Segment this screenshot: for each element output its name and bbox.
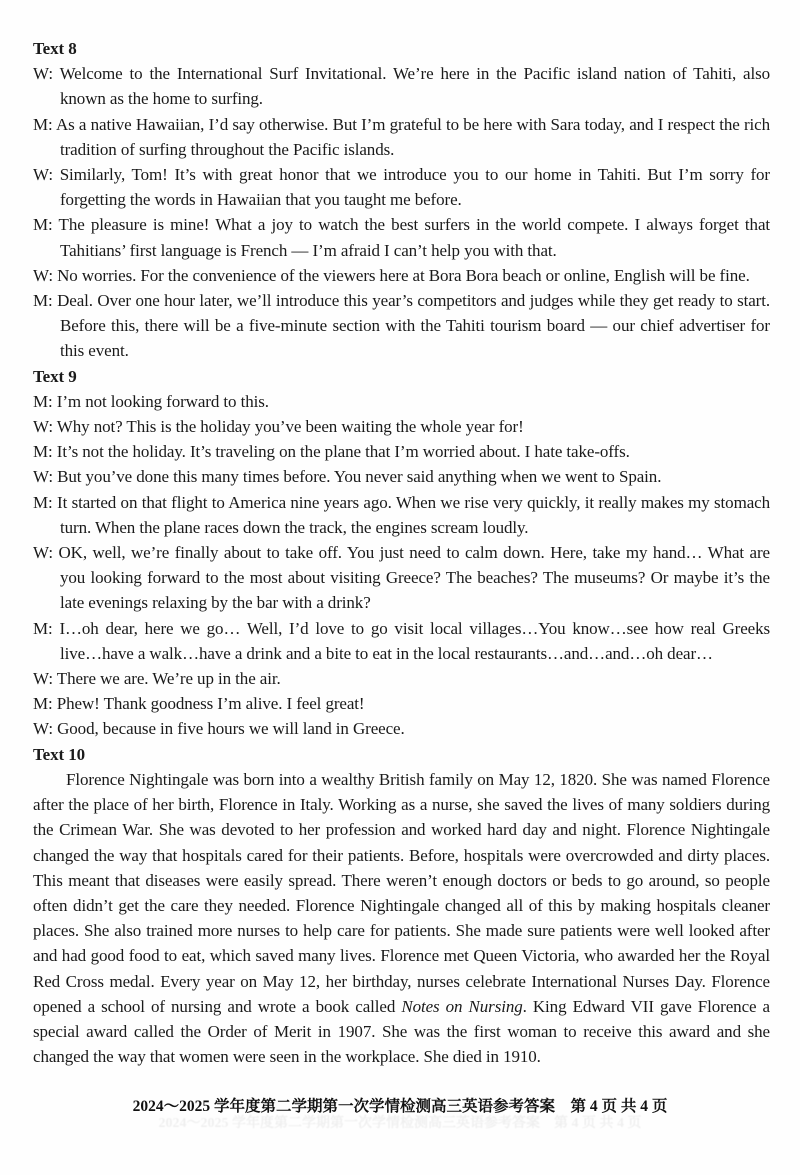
speaker-label: M: — [33, 291, 53, 311]
section-heading: Text 10 — [33, 744, 86, 764]
paragraph-text: . King Edward VII gave Florence a special award called the Order of Merit in 1907. She was the first woman to receive this award and she changed the way that women were seen in the workplace. She died in 1910. — [33, 996, 770, 1067]
speaker-label: W: — [33, 417, 53, 437]
dialogue-line — [33, 666, 770, 691]
speaker-label: M: — [33, 694, 53, 714]
dialogue-line — [33, 112, 770, 162]
dialogue-text: Phew! Thank goodness I’m alive. I feel great! — [56, 694, 365, 714]
dialogue-text: As a native Hawaiian, I’d say otherwise. But I’m grateful to be here with Sara today, and I respect the rich tradition of surfing throughout the Pacific islands. — [55, 114, 770, 159]
dialogue-text: It’s not the holiday. It’s traveling on the plane that I’m worried about. I hate take-offs. — [56, 442, 630, 462]
dialogue-line — [33, 691, 770, 716]
dialogue-line — [33, 716, 770, 741]
dialogue-text: There we are. We’re up in the air. — [56, 669, 281, 689]
speaker-label: W: — [33, 265, 53, 285]
dialogue-text: Similarly, Tom! It’s with great honor that we introduce you to our home in Tahiti. But I’m sorry for forgetting the words in Hawaiian that you taught me before. — [59, 165, 770, 210]
dialogue-line — [33, 540, 770, 616]
speaker-label: W: — [33, 719, 53, 739]
dialogue-line — [33, 464, 770, 489]
speaker-label: W: — [33, 543, 53, 563]
page-footer: 2024～2025 学年度第二学期第一次学情检测高三英语参考答案 第 4 页 共 4 页 — [132, 1098, 668, 1115]
dialogue-line — [33, 61, 770, 111]
paragraph-text: Florence Nightingale was born into a wealthy British family on May 12, 1820. She was named Florence after the place of her birth, Florence in Italy. Working as a nurse, she saved the lives of many soldiers during the Crimean War. She was devoted to her profession and worked hard day and night. Florence Nightingale changed the way that hospitals cared for their patients. Before, hospitals were overcrowded and dirty places. This meant that diseases were easily spread. There weren’t enough doctors or beds to go around, so people often didn’t get the care they needed. Florence Nightingale changed all of this by making hospitals cleaner places. She also trained more nurses to help care for patients. She made sure patients were well looked after and had good food to eat, which saved many lives. Florence met Queen Victoria, who awarded her the Royal Red Cross medal. Every year on May 12, her birthday, nurses celebrate International Nurses Day. Florence opened a school of nursing and wrote a book called — [33, 769, 770, 1016]
dialogue-line — [33, 616, 770, 666]
bleed-through-artifact: 2024～2025 学年度第二学期第一次学情检测高三英语参考答案 第 4 页 共 4 页 — [158, 1116, 642, 1131]
dialogue-line — [33, 263, 770, 288]
dialogue-text: Good, because in five hours we will land in Greece. — [57, 719, 405, 739]
dialogue-text: I…oh dear, here we go… Well, I’d love to go visit local villages…You know…see how real Greeks live…have a walk…have a drink and a bite to eat in the local restaurants…and…and…oh dear… — [59, 618, 771, 663]
speaker-label: M: — [33, 215, 53, 235]
speaker-label: W: — [33, 165, 53, 185]
speaker-label: M: — [33, 618, 53, 638]
dialogue-line — [33, 288, 770, 364]
section-heading: Text 9 — [33, 366, 77, 386]
book-title-italic: Notes on Nursing — [401, 996, 523, 1016]
dialogue-text: OK, well, we’re finally about to take off. You just need to calm down. Here, take my hand… What are you looking forward to the most about visiting Greece? The beaches? The museums? Or maybe it’s the late evenings relaxing by the bar with a drink? — [58, 543, 770, 613]
dialogue-text: No worries. For the convenience of the viewers here at Bora Bora beach or online, English will be fine. — [57, 265, 750, 285]
speaker-label: W: — [33, 669, 53, 689]
section-heading: Text 8 — [33, 39, 77, 58]
narration-paragraph — [33, 767, 770, 1069]
dialogue-line — [33, 414, 770, 439]
speaker-label: M: — [33, 114, 53, 134]
dialogue-line — [33, 212, 770, 262]
dialogue-text: Deal. Over one hour later, we’ll introduce this year’s competitors and judges while they get ready to start. Before this, there will be a five-minute section with the Tahiti tourism board — our chief advertiser for this event. — [57, 291, 770, 361]
dialogue-line — [33, 389, 770, 414]
dialogue-text: The pleasure is mine! What a joy to watch the best surfers in the world compete. I always forget that Tahitians’ first language is French — I’m afraid I can’t help you with that. — [58, 215, 771, 260]
dialogue-line — [33, 490, 770, 540]
dialogue-text: Why not? This is the holiday you’ve been waiting the whole year for! — [56, 417, 524, 437]
dialogue-text: But you’ve done this many times before. You never said anything when we went to Spain. — [57, 467, 662, 487]
dialogue-text: I’m not looking forward to this. — [56, 391, 269, 411]
speaker-label: M: — [33, 492, 53, 512]
dialogue-text: It started on that flight to America nine years ago. When we rise very quickly, it really makes my stomach turn. When the plane races down the track, the engines scream loudly. — [57, 492, 770, 537]
dialogue-text: Welcome to the International Surf Invitational. We’re here in the Pacific island nation of Tahiti, also known as the home to surfing. — [59, 64, 771, 109]
dialogue-line — [33, 439, 770, 464]
transcript — [33, 36, 770, 1069]
speaker-label: W: — [33, 467, 53, 487]
dialogue-line — [33, 162, 770, 212]
speaker-label: M: — [33, 442, 53, 462]
speaker-label: W: — [33, 64, 53, 84]
speaker-label: M: — [33, 391, 53, 411]
